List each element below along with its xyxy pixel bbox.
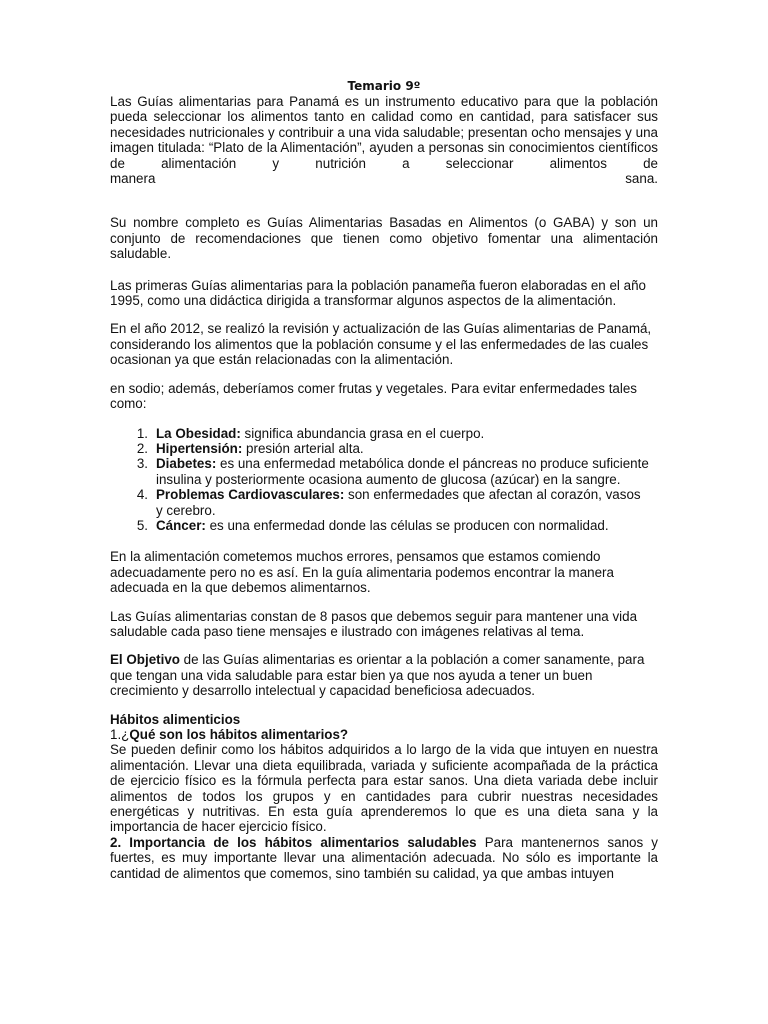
intro-last-left: manera <box>110 171 156 187</box>
section-2-text: Para mantenernos sanos y fuertes, es muy importante llevar una alimentación adecuada. No sólo es importante la cantidad de alimentos que comemos, sino también su calidad, ya que ambas intuyen <box>110 834 658 881</box>
list-item <box>110 487 658 518</box>
gaba-paragraph: Su nombre completo es Guías Alimentarias Basadas en Alimentos (o GABA) y son un conjunto de recomendaciones que tienen como objetivo fomentar una alimentación saludable. <box>110 215 658 262</box>
list-item-number: 4. <box>136 487 148 503</box>
history-1995-paragraph: Las primeras Guías alimentarias para la población panameña fueron elaboradas en el año 1995, como una didáctica dirigida a transformar algunos aspectos de la alimentación. <box>110 277 646 309</box>
intro-last-line <box>110 171 658 186</box>
question-1-text: Qué son los hábitos alimentarios? <box>129 727 349 742</box>
list-item <box>110 456 658 487</box>
question-1 <box>110 727 658 742</box>
objective-paragraph <box>110 652 658 698</box>
list-item-number: 3. <box>136 456 148 472</box>
intro-last-right: sana. <box>625 171 658 187</box>
section-2-heading: 2. Importancia de los hábitos alimentarios saludables <box>110 834 477 850</box>
list-item <box>110 426 658 441</box>
update-2012-paragraph: En el año 2012, se realizó la revisión y actualización de las Guías alimentarias de Panamá, considerando los alimentos que la población consume y el las enfermedades de las cuales ocasionan ya que están relacionadas con la alimentación. <box>110 321 652 368</box>
list-item-desc: significa abundancia grasa en el cuerpo. <box>240 425 485 441</box>
question-1-prefix: 1.¿ <box>110 727 130 742</box>
steps-paragraph: Las Guías alimentarias constan de 8 pasos que debemos seguir para mantener una vida saludable cada paso tiene mensajes e ilustrado con imágenes relativas al tema. <box>110 608 638 639</box>
intro-paragraph <box>110 94 658 186</box>
list-item <box>110 518 658 533</box>
list-item-desc: es una enfermedad metabólica donde el páncreas no produce suficiente insulina y posteriormente ocasiona aumento de glucosa (azúcar) en la sangre. <box>156 456 649 487</box>
list-item-number: 2. <box>136 440 148 456</box>
list-item-term: Cáncer: <box>156 517 206 533</box>
document-body <box>110 79 658 881</box>
document-title: Temario 9º <box>347 79 421 93</box>
habits-heading: Hábitos alimenticios <box>110 711 241 727</box>
errors-paragraph: En la alimentación cometemos muchos errores, pensamos que estamos comiendo adecuadamente pero no es así. En la guía alimentaria podemos encontrar la manera adecuada en la que debemos alimentarnos. <box>110 549 614 596</box>
objective-text: de las Guías alimentarias es orientar a la población a comer sanamente, para que tengan una vida saludable para estar bien ya que nos ayuda a tener un buen crecimiento y desarrollo intelectual y capacidad beneficiosa adecuados. <box>110 652 645 699</box>
list-item <box>110 441 658 456</box>
answer-1: Se pueden definir como los hábitos adquiridos a lo largo de la vida que intuyen en nuestra alimentación. Llevar una dieta equilibrada, variada y suficiente acompañada de la práctica de ejercicio físico es la fórmula perfecta para estar sanos. Una dieta variada debe incluir alimentos de todos los grupos y en cantidades para cubrir nuestras necesidades energéticas y nutritivas. En esta guía aprenderemos lo que es una dieta sana y la importancia de hacer ejercicio físico. <box>110 742 658 835</box>
list-item-desc: son enfermedades que afectan al corazón, vasos y cerebro. <box>156 487 641 518</box>
sodium-paragraph: en sodio; además, deberíamos comer frutas y vegetales. Para evitar enfermedades tales como: <box>110 380 637 412</box>
list-item-term: Hipertensión: <box>156 440 243 456</box>
list-item-number: 1. <box>136 425 148 441</box>
list-item-term: Problemas Cardiovasculares: <box>156 487 345 503</box>
list-item-number: 5. <box>136 517 148 533</box>
section-2-paragraph <box>110 835 658 881</box>
intro-text: Las Guías alimentarias para Panamá es un instrumento educativo para que la población pueda seleccionar los alimentos tanto en calidad como en cantidad, para satisfacer sus necesidades nutricionales y contribuir a una vida saludable; presentan ocho mensajes y una imagen titulada: “Plato de la Alimentación”, ayuden a personas sin conocimientos científicos de alimentación y nutrición a seleccionar alimentos de <box>110 94 658 171</box>
list-item-term: Diabetes: <box>156 456 217 472</box>
objective-term: El Objetivo <box>110 652 180 668</box>
diseases-list <box>110 426 658 534</box>
list-item-term: La Obesidad: <box>156 425 241 441</box>
list-item-desc: es una enfermedad donde las células se producen con normalidad. <box>205 517 609 533</box>
list-item-desc: presión arterial alta. <box>242 440 364 456</box>
